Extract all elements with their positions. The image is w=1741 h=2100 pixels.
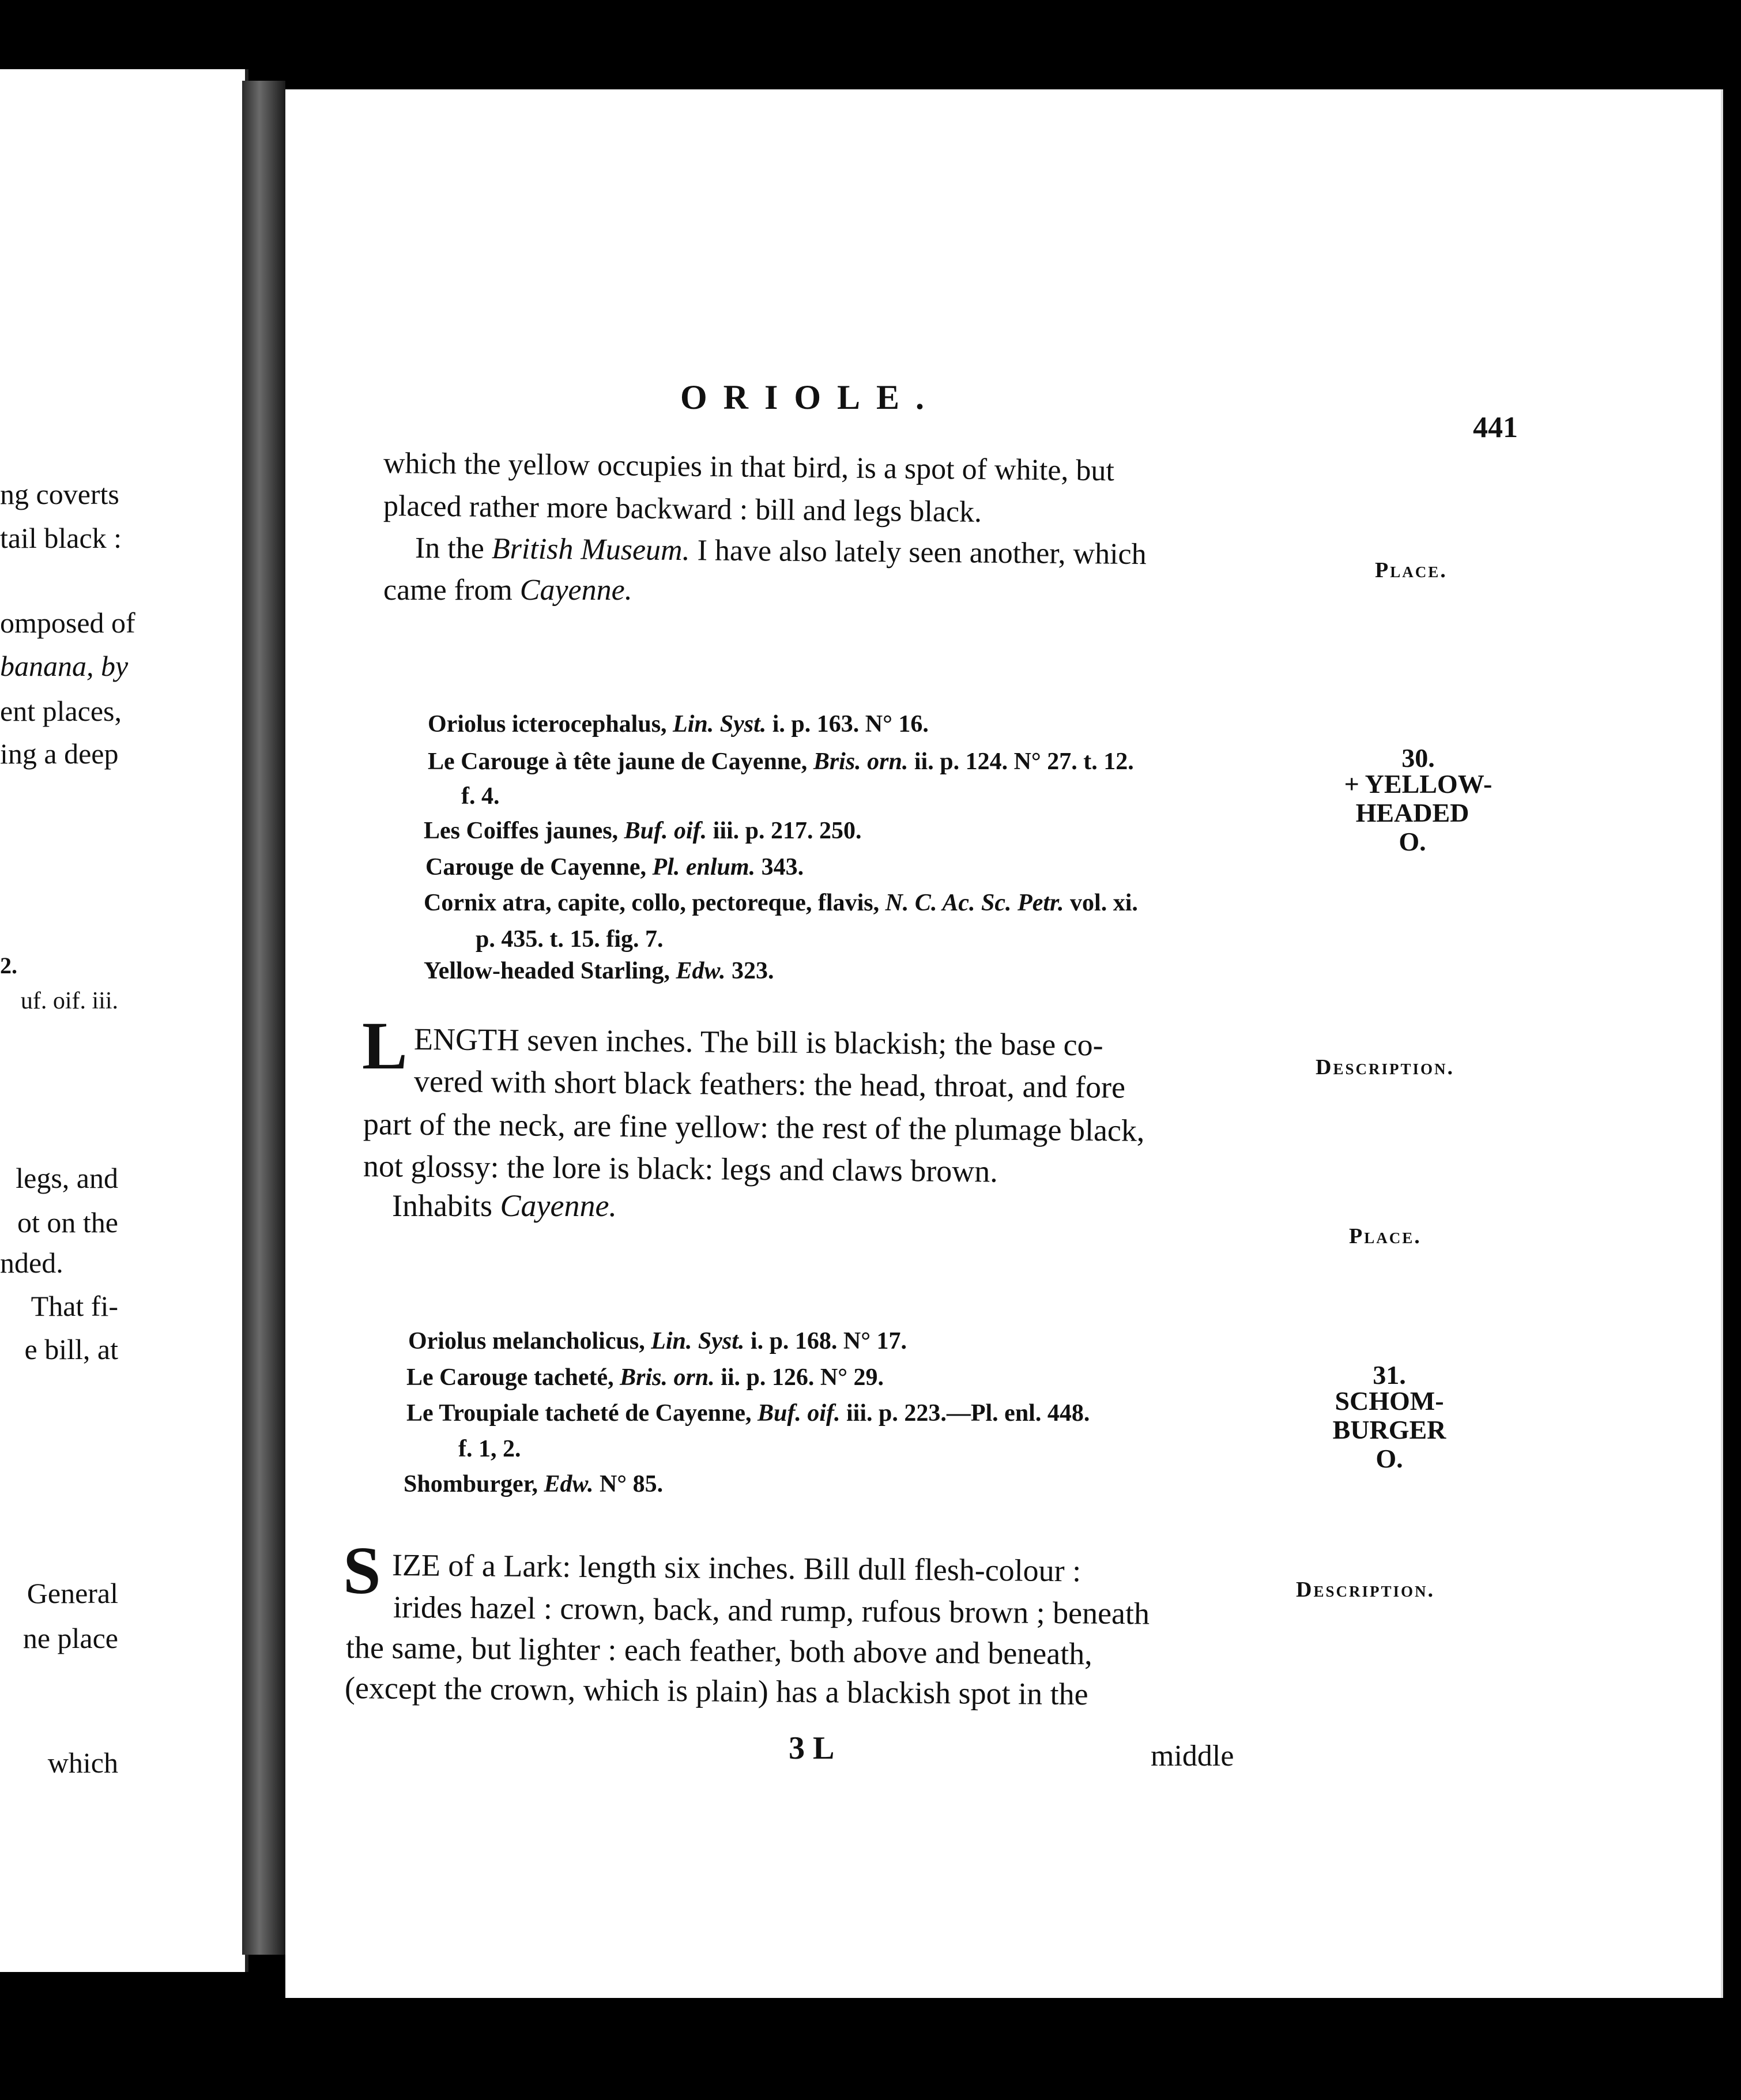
left-line: That fi- <box>31 1290 118 1322</box>
synonym-line: Shomburger, Edw. N° 85. <box>404 1471 664 1497</box>
margin-note-place: Place. <box>1375 558 1448 582</box>
synonym-line: p. 435. t. 15. fig. 7. <box>476 926 664 953</box>
left-line: nded. <box>0 1247 63 1279</box>
text-line: came from Cayenne. <box>383 574 632 607</box>
species-name: O. <box>1376 1444 1403 1473</box>
text-line: which the yellow occupies in that bird, is a spot of white, but <box>383 447 1115 488</box>
text-line: (except the crown, which is plain) has a blackish spot in the <box>344 1670 1088 1712</box>
text-line: irides hazel : crown, back, and rump, rufous brown ; beneath <box>393 1590 1150 1631</box>
synonym-line: Le Carouge à tête jaune de Cayenne, Bris. orn. ii. p. 124. N° 27. t. 12. <box>428 748 1134 775</box>
left-line: 2. <box>0 953 17 979</box>
synonym-line: Le Troupiale tacheté de Cayenne, Buf. oif. iii. p. 223.—Pl. enl. 448. <box>406 1400 1090 1427</box>
left-line: omposed of <box>0 607 135 639</box>
signature-mark: 3 L <box>789 1730 835 1766</box>
text-line: placed rather more backward : bill and legs black. <box>383 490 982 529</box>
synonym-line: Carouge de Cayenne, Pl. enlum. 343. <box>425 854 804 880</box>
page-title: ORIOLE. <box>680 378 941 416</box>
left-line: tail black : <box>0 522 122 554</box>
text-line: the same, but lighter : each feather, both above and beneath, <box>345 1630 1093 1672</box>
left-line: uf. oif. iii. <box>20 988 118 1014</box>
margin-note-description: Description. <box>1296 1578 1435 1602</box>
species-name: HEADED <box>1355 798 1469 827</box>
species-name: SCHOM- <box>1335 1386 1444 1416</box>
species-name: O. <box>1399 827 1426 856</box>
text-line: ENGTH seven inches. The bill is blackish; the base co- <box>413 1022 1103 1063</box>
text-line: In the British Museum. I have also lately seen another, which <box>414 532 1147 571</box>
text-line: vered with short black feathers: the head, throat, and fore <box>413 1064 1126 1105</box>
synonym-line: Oriolus melancholicus, Lin. Syst. i. p. 168. N° 17. <box>408 1328 907 1354</box>
drop-cap: L <box>362 1008 408 1083</box>
left-line: General <box>27 1577 118 1609</box>
synonym-line: Cornix atra, capite, collo, pectoreque, flavis, N. C. Ac. Sc. Petr. vol. xi. <box>424 890 1138 916</box>
left-line: which <box>47 1747 118 1779</box>
left-line: ot on the <box>17 1206 118 1239</box>
species-name: BURGER <box>1332 1415 1446 1444</box>
text-line: not glossy: the lore is black: legs and claws brown. <box>363 1149 998 1189</box>
left-line: ent places, <box>0 695 122 727</box>
species-name: + YELLOW- <box>1344 769 1493 799</box>
left-line: ing a deep <box>0 737 119 770</box>
catchword: middle <box>1151 1740 1234 1772</box>
synonym-line: Le Carouge tacheté, Bris. orn. ii. p. 126. N° 29. <box>406 1364 884 1391</box>
facing-page <box>0 69 248 1972</box>
text-line: IZE of a Lark: length six inches. Bill dull flesh-colour : <box>391 1548 1081 1589</box>
text-line: part of the neck, are fine yellow: the rest of the plumage black, <box>363 1107 1145 1148</box>
left-line: ne place <box>22 1622 118 1654</box>
drop-cap: S <box>343 1533 381 1608</box>
synonym-line: Les Coiffes jaunes, Buf. oif. iii. p. 217. 250. <box>424 818 862 844</box>
species-number: 30. <box>1401 743 1435 773</box>
page-number: 441 <box>1473 411 1518 444</box>
species-number: 31. <box>1373 1360 1406 1390</box>
left-line: e bill, at <box>24 1333 118 1365</box>
margin-note-description: Description. <box>1316 1055 1454 1079</box>
synonym-line: Oriolus icterocephalus, Lin. Syst. i. p. 163. N° 16. <box>428 711 929 737</box>
synonym-line: Yellow-headed Starling, Edw. 323. <box>424 958 774 984</box>
left-line: ng coverts <box>0 478 119 510</box>
left-line: legs, and <box>16 1162 118 1194</box>
text-line: Inhabits Cayenne. <box>392 1188 617 1223</box>
synonym-line: f. 4. <box>461 783 500 810</box>
left-line: banana, by <box>0 650 129 682</box>
book-gutter <box>242 81 285 1955</box>
synonym-line: f. 1, 2. <box>458 1436 521 1462</box>
margin-note-place: Place. <box>1349 1224 1422 1248</box>
